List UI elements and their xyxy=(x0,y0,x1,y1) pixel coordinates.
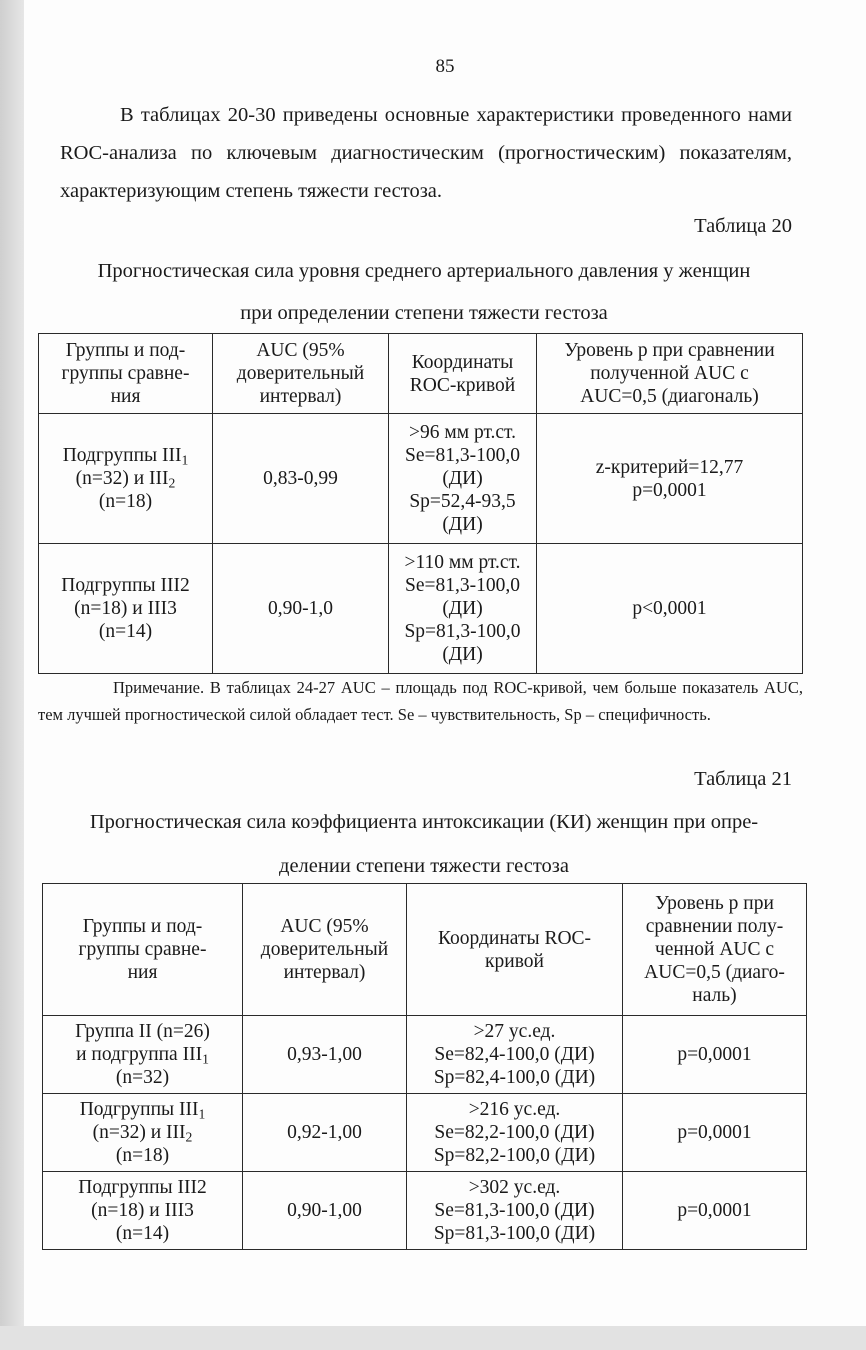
subscript: 1 xyxy=(198,1106,206,1122)
header-cell: Уровень p при сравнении полученной AUC с AUC=0,5 (диагональ) xyxy=(537,334,803,414)
table-header-row xyxy=(39,334,803,414)
table21-label: Таблица 21 xyxy=(694,768,792,790)
p-cell: p<0,0001 xyxy=(537,544,803,674)
p-cell: p=0,0001 xyxy=(623,1094,807,1172)
header-cell: Группы и под- группы сравне- ния xyxy=(43,884,243,1016)
group-cell xyxy=(39,414,213,544)
group-line: Подгруппы III2 xyxy=(78,1177,207,1198)
subscript: 1 xyxy=(181,452,189,468)
auc-cell: 0,92-1,00 xyxy=(243,1094,407,1172)
header-cell: AUC (95% доверительный интервал) xyxy=(243,884,407,1016)
table20-title-line1: Прогностическая сила уровня среднего артериального давления у женщин xyxy=(97,260,751,282)
table20-title-line2: при определении степени тяжести гестоза xyxy=(240,302,608,324)
intro-paragraph: В таблицах 20-30 приведены основные характеристики проведенного нами ROC-анализа по ключевым диагностическим (прогностическим) показателям, характеризующим степень тяжести гестоза. xyxy=(60,104,792,202)
group-cell xyxy=(39,544,213,674)
header-cell: Группы и под- группы сравне- ния xyxy=(39,334,213,414)
coords-cell: >27 ус.ед. Se=82,4-100,0 (ДИ) Sp=82,4-100,0 (ДИ) xyxy=(407,1016,623,1094)
subscript: 1 xyxy=(202,1051,209,1067)
table21-title-line1: Прогностическая сила коэффициента интоксикации (КИ) женщин при опре- xyxy=(89,811,759,833)
group-line: Подгруппы III xyxy=(62,445,182,466)
table-row xyxy=(39,414,803,544)
subscript: 2 xyxy=(168,475,176,491)
subscript: 2 xyxy=(185,1129,193,1145)
coords-cell: >302 ус.ед. Se=81,3-100,0 (ДИ) Sp=81,3-100,0 (ДИ) xyxy=(407,1172,623,1250)
auc-cell: 0,90-1,00 xyxy=(243,1172,407,1250)
coords-cell: >96 мм рт.ст. Se=81,3-100,0 (ДИ) Sp=52,4-93,5 (ДИ) xyxy=(389,414,537,544)
table21-title xyxy=(44,800,804,888)
table-row xyxy=(43,1172,807,1250)
group-line: (n=32) xyxy=(115,1067,170,1088)
group-line: (n=18) и III3 xyxy=(91,1200,194,1221)
header-cell: Координаты ROC-кривой xyxy=(389,334,537,414)
header-cell: Координаты ROC- кривой xyxy=(407,884,623,1016)
page-number: 85 xyxy=(435,56,455,77)
table20-title xyxy=(44,250,804,334)
p-cell: z-критерий=12,77 p=0,0001 xyxy=(537,414,803,544)
group-cell xyxy=(43,1172,243,1250)
auc-cell: 0,90-1,0 xyxy=(213,544,389,674)
table-row xyxy=(43,1016,807,1094)
coords-cell: >216 ус.ед. Se=82,2-100,0 (ДИ) Sp=82,2-100,0 (ДИ) xyxy=(407,1094,623,1172)
p-cell: p=0,0001 xyxy=(623,1016,807,1094)
table20-label: Таблица 20 xyxy=(694,215,792,237)
header-cell: AUC (95% доверительный интервал) xyxy=(213,334,389,414)
document-page xyxy=(24,0,866,1326)
table-header-row xyxy=(43,884,807,1016)
group-line: Группа II (n=26) xyxy=(75,1021,210,1042)
group-line: (n=14) xyxy=(98,621,153,642)
group-cell xyxy=(43,1094,243,1172)
group-line: (n=14) xyxy=(115,1223,170,1244)
auc-cell: 0,83-0,99 xyxy=(213,414,389,544)
page-edge-shadow xyxy=(0,0,24,1350)
coords-cell: >110 мм рт.ст. Se=81,3-100,0 (ДИ) Sp=81,3-100,0 (ДИ) xyxy=(389,544,537,674)
group-line: (n=18) xyxy=(115,1145,170,1166)
p-cell: p=0,0001 xyxy=(623,1172,807,1250)
header-cell: Уровень p при сравнении полу- ченной AUC с AUC=0,5 (диаго- наль) xyxy=(623,884,807,1016)
group-line: (n=18) и III3 xyxy=(74,598,177,619)
group-line: (n=18) xyxy=(98,491,153,512)
table21 xyxy=(42,883,807,1250)
group-line: (n=32) и III xyxy=(75,468,169,489)
table-row xyxy=(39,544,803,674)
group-line: и подгруппа III xyxy=(76,1044,203,1065)
table20 xyxy=(38,333,803,674)
auc-cell: 0,93-1,00 xyxy=(243,1016,407,1094)
group-cell xyxy=(43,1016,243,1094)
group-line: (n=32) и III xyxy=(92,1122,186,1143)
page-bottom-margin xyxy=(0,1326,866,1350)
table21-title-line2: делении степени тяжести гестоза xyxy=(279,855,569,877)
group-line: Подгруппы III xyxy=(79,1099,199,1120)
table-row xyxy=(43,1094,807,1172)
group-line: Подгруппы III2 xyxy=(61,575,190,596)
table20-note: Примечание. В таблицах 24-27 AUC – площадь под ROC-кривой, чем больше показатель AUC, тем лучшей прогностической силой обладает тест. Se – чувствительность, Sp – специфичность. xyxy=(38,678,803,724)
